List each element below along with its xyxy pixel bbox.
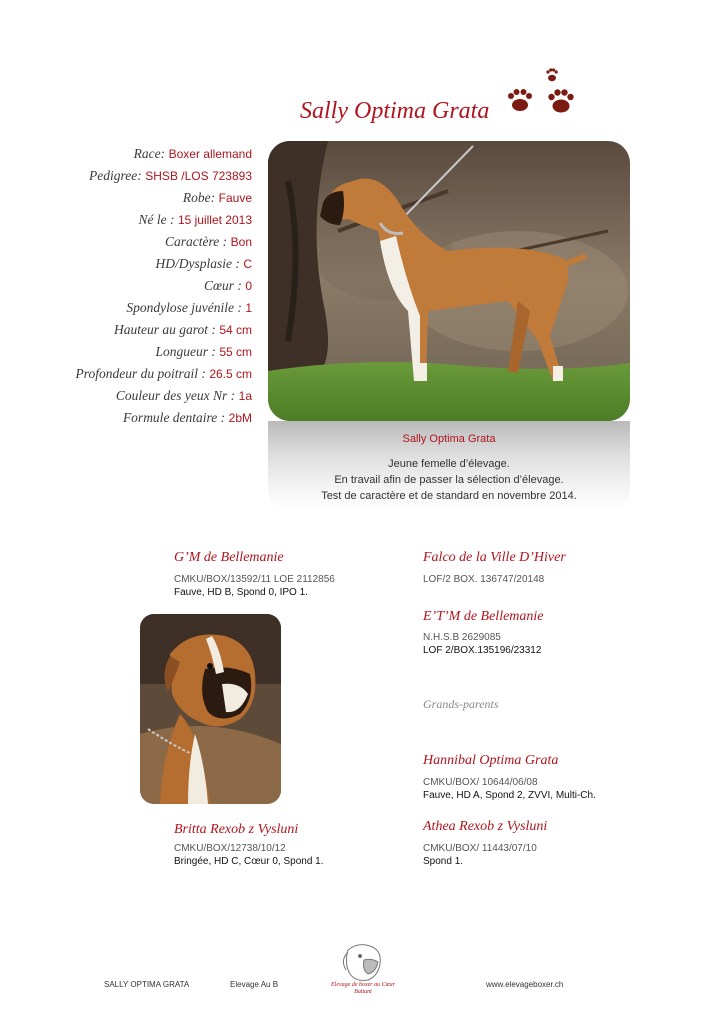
kennel-logo-text: Elevage de boxer au Cœur Battant — [331, 982, 395, 995]
main-dog-photo — [268, 141, 630, 421]
photo-desc-line-2: En travail afin de passer la sélection d’élevage. — [334, 474, 564, 486]
info-spondylosis: Spondylose juvénile : 1 — [126, 300, 252, 315]
dam-mother-name: Athea Rexob z Vysluni — [423, 819, 548, 834]
sire-name: G’M de Bellemanie — [174, 550, 284, 565]
dam-name: Britta Rexob z Vysluni — [174, 822, 299, 837]
kennel-logo — [328, 938, 398, 1000]
sire-description: Fauve, HD B, Spond 0, IPO 1. — [174, 587, 308, 598]
info-pedigree: Pedigree: SHSB /LOS 723893 — [89, 168, 252, 183]
info-eye-color: Couleur des yeux Nr : 1a — [115, 388, 252, 403]
info-chest-depth: Profondeur du poitrail : 26.5 cm — [75, 366, 252, 381]
sire-mother-registration: N.H.S.B 2629085 — [423, 632, 501, 643]
photo-desc-line-1: Jeune femelle d’élevage. — [388, 458, 510, 470]
info-height: Hauteur au garot : 54 cm — [113, 322, 252, 337]
grandparents-label: Grands-parents — [423, 697, 499, 711]
sire-registration: CMKU/BOX/13592/11 LOE 2112856 — [174, 574, 335, 585]
dam-mother-description: Spond 1. — [423, 856, 464, 867]
sire-father-name: Falco de la Ville D’Hiver — [423, 550, 566, 565]
info-length: Longueur : 55 cm — [155, 344, 252, 359]
dam-dog-photo — [140, 614, 281, 804]
info-robe: Robe: Fauve — [182, 190, 252, 205]
paw-prints-icon — [504, 64, 582, 116]
dam-registration: CMKU/BOX/12738/10/12 — [174, 843, 286, 854]
dam-mother-registration: CMKU/BOX/ 11443/07/10 — [423, 843, 537, 854]
photo-desc-line-3: Test de caractère et de standard en novembre 2014. — [321, 490, 577, 502]
info-dysplasia: HD/Dysplasie : C — [155, 256, 252, 271]
info-character: Caractère : Bon — [165, 234, 252, 249]
page-title: Sally Optima Grata — [300, 98, 490, 124]
dam-father-description: Fauve, HD A, Spond 2, ZVVI, Multi-Ch. — [423, 790, 596, 801]
footer-kennel-name: Elevage Au B — [230, 980, 279, 989]
info-heart: Cœur : 0 — [203, 278, 252, 293]
sire-mother-name: E’T’M de Bellemanie — [423, 609, 544, 624]
boxer-head-logo-icon — [328, 938, 398, 988]
info-birthdate: Né le : 15 juillet 2013 — [138, 212, 252, 227]
info-dental-formula: Formule dentaire : 2bM — [122, 410, 252, 425]
footer-website: www.elevageboxer.ch — [486, 980, 564, 989]
photo-caption-name: Sally Optima Grata — [402, 433, 496, 445]
dam-father-registration: CMKU/BOX/ 10644/06/08 — [423, 777, 538, 788]
sire-mother-description: LOF 2/BOX.135196/23312 — [423, 645, 542, 656]
sire-father-registration: LOF/2 BOX. 136747/20148 — [423, 574, 545, 585]
dam-description: Bringée, HD C, Cœur 0, Spond 1. — [174, 856, 324, 867]
footer-document-title: SALLY OPTIMA GRATA — [104, 980, 190, 989]
dam-father-name: Hannibal Optima Grata — [423, 753, 559, 768]
info-race: Race: Boxer allemand — [133, 146, 252, 161]
